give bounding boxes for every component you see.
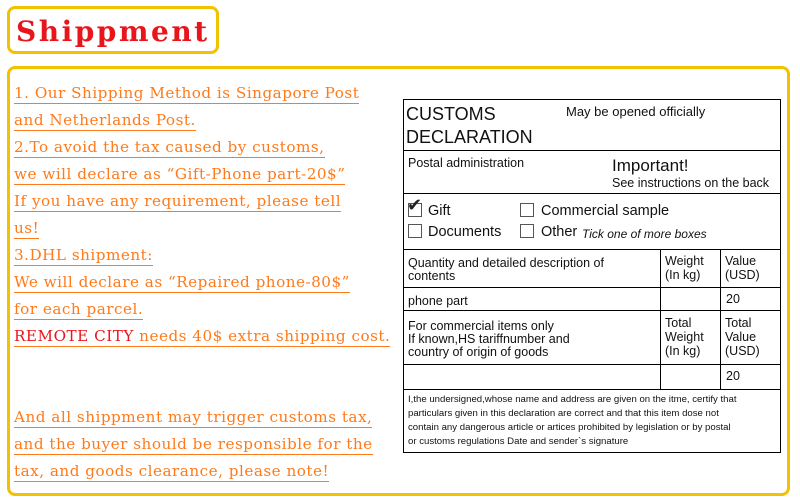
note-line: We will declare as “Repaired phone-80$” [14,273,350,291]
commercial-items-note: For commercial items only [408,319,554,333]
closing-line: And all shippment may trigger customs tax, [14,408,373,426]
commercial-sample-label: Commercial sample [541,203,670,219]
documents-checkbox[interactable] [408,224,422,238]
note-line: 1. Our Shipping Method is Singapore Post [14,84,360,102]
declaration-text: I,the undersigned,whose name and address are given on the itme, certify that [408,394,737,405]
total-value: 20 [726,369,740,383]
weight-header: Weight [665,254,704,268]
form-title-line1: CUSTOMS [406,104,496,124]
remote-city-note: needs 40$ extra shipping cost. [133,327,391,345]
remote-city-label: REMOTE CITY [14,327,134,345]
total-weight-header: Total [665,316,692,330]
closing-line: and the buyer should be responsible for the [14,435,373,453]
description-header: Quantity and detailed description of [408,256,604,270]
customs-declaration-form: CUSTOMS DECLARATION May be opened officially Postal administration Important! See instructions on the back ✔ Gift Commercial sample Documents Other Tick one of more boxes Quantity and detailed description of contents Weight (In kg) Value (USD) phone part 20 For commercial items only If known,HS tariffnumber and country of origin of goods Total Weight (In kg) Total Value (USD) 20 I,the undersigned,whose name and address are given on the itme, certify that particulars given in this declaration are correct and that this item dose not contain any dangerous article or artices prohibited by legislation or by postal or customs regulations Date and sender`s signature [403,99,781,453]
opened-officially-text: May be opened officially [566,104,706,119]
other-option-label: Other [541,224,578,240]
important-label: Important! [612,156,689,175]
form-title-line2: DECLARATION [406,127,533,147]
page-title: Shippment [16,15,210,48]
note-line: us! [14,219,40,237]
documents-option-label: Documents [428,224,502,240]
note-line: 2.To avoid the tax caused by customs, [14,138,325,156]
postal-administration-label: Postal administration [408,156,525,170]
note-line: for each parcel. [14,300,144,318]
total-value-header: Total [725,316,752,330]
tick-hint-text: Tick one of more boxes [582,227,707,241]
note-line: If you have any requirement, please tell [14,192,342,210]
item-value: 20 [726,292,740,306]
note-line: we will declare as “Gift-Phone part-20$” [14,165,346,183]
closing-line: tax, and goods clearance, please note! [14,462,330,480]
note-line: 3.DHL shipment: [14,246,153,264]
see-instructions-text: See instructions on the back [612,176,770,190]
commercial-sample-checkbox[interactable] [520,203,534,217]
item-description: phone part [408,294,468,308]
value-header: Value [725,254,757,268]
note-line: and Netherlands Post. [14,111,196,129]
check-mark-icon: ✔ [407,195,423,215]
title-banner [7,6,219,54]
gift-option-label: Gift [428,203,451,219]
other-checkbox[interactable] [520,224,534,238]
